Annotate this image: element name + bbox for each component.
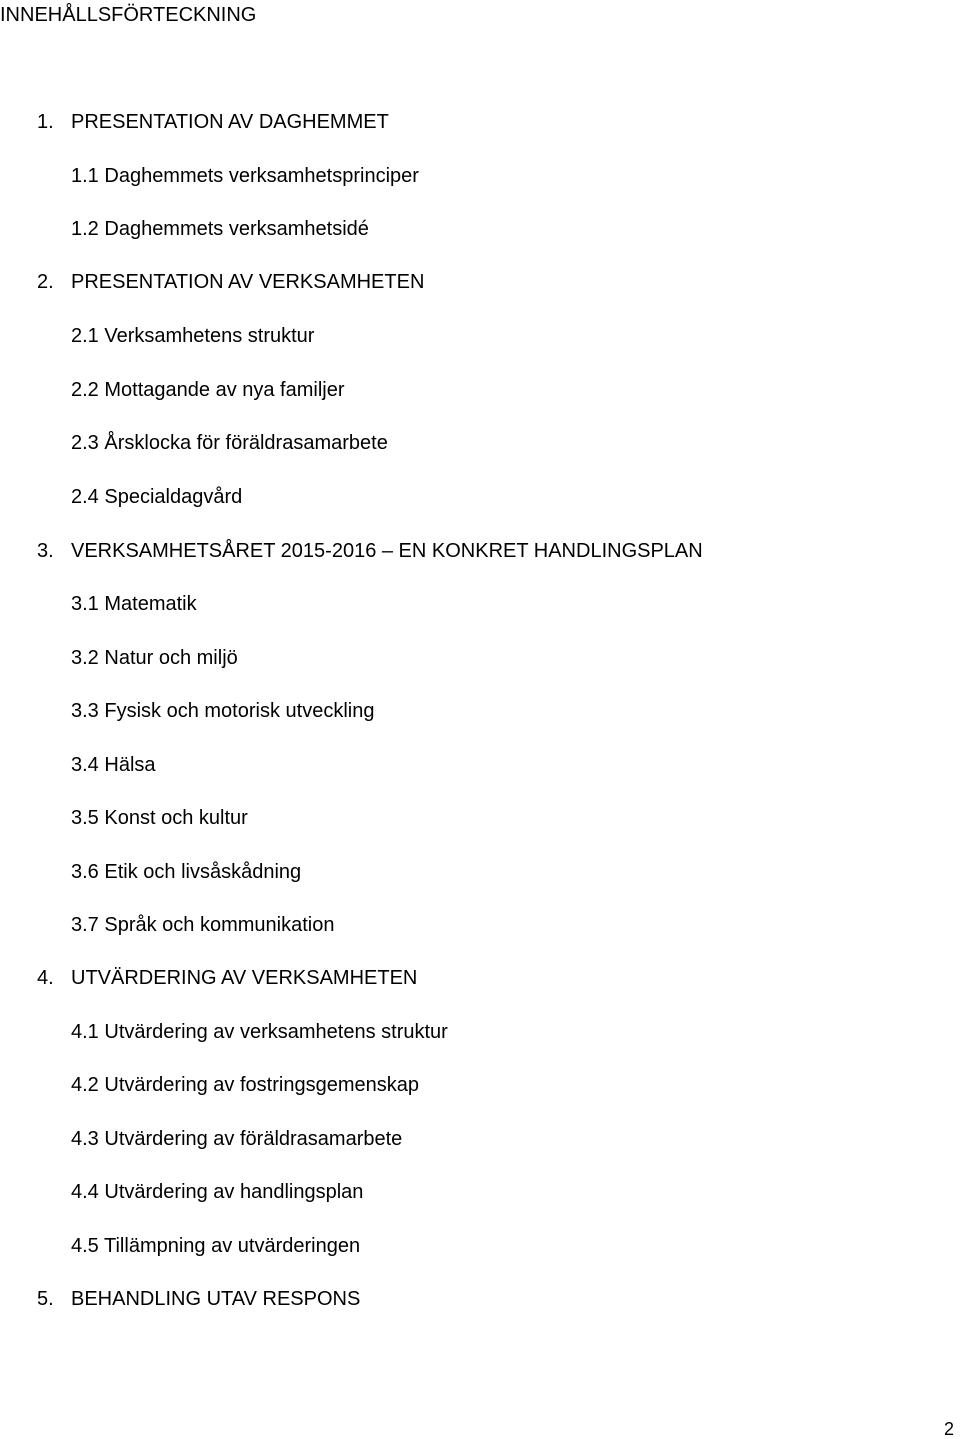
toc-item-number: 3.2 [71, 647, 99, 669]
toc-item-number: 3.7 [71, 914, 99, 936]
toc-item-label: Verksamhetens struktur [104, 325, 315, 347]
toc-item[interactable] [71, 646, 238, 670]
toc-item-label: Natur och miljö [104, 647, 238, 669]
toc-item-number: 3.5 [71, 807, 99, 829]
toc-item-number: 2.3 [71, 432, 99, 454]
toc-item-number: 2.4 [71, 486, 99, 508]
toc-item-number: 4.4 [71, 1181, 99, 1203]
toc-item-number: 2.2 [71, 379, 99, 401]
toc-item-label: PRESENTATION AV DAGHEMMET [71, 111, 389, 133]
toc-item-number: 3.4 [71, 754, 99, 776]
toc-item-number: 3. [37, 540, 54, 562]
toc-item-label: BEHANDLING UTAV RESPONS [71, 1288, 361, 1310]
toc-item-number: 4. [37, 967, 54, 989]
toc-item-label: Daghemmets verksamhetsidé [104, 218, 369, 240]
toc-item[interactable] [37, 966, 417, 990]
toc-item-label: Tillämpning av utvärderingen [104, 1235, 361, 1257]
page-number: 2 [943, 1419, 954, 1439]
toc-item[interactable] [71, 378, 345, 402]
toc-item-label: Etik och livsåskådning [104, 861, 302, 883]
toc-item-number: 2.1 [71, 325, 99, 347]
toc-item-number: 1.1 [71, 165, 99, 187]
toc-item-label: PRESENTATION AV VERKSAMHETEN [71, 271, 425, 293]
toc-item[interactable] [71, 1073, 419, 1097]
toc-item-number: 4.2 [71, 1074, 99, 1096]
toc-item-label: Utvärdering av verksamhetens struktur [104, 1021, 448, 1043]
toc-item-number: 3.3 [71, 700, 99, 722]
toc-item-number: 4.5 [71, 1235, 99, 1257]
toc-item[interactable] [71, 217, 369, 241]
toc-item-number: 3.1 [71, 593, 99, 615]
toc-item[interactable] [71, 806, 248, 830]
toc-item[interactable] [71, 592, 197, 616]
toc-item-label: VERKSAMHETSÅRET 2015-2016 – EN KONKRET HANDLINGSPLAN [71, 540, 703, 562]
toc-item[interactable] [37, 270, 424, 294]
toc-item[interactable] [71, 485, 242, 509]
toc-item-number: 3.6 [71, 861, 99, 883]
toc-item-label: Konst och kultur [104, 807, 248, 829]
toc-item[interactable] [71, 913, 334, 937]
toc-item[interactable] [71, 1234, 360, 1258]
toc-item[interactable] [71, 431, 388, 455]
toc-item-label: Mottagande av nya familjer [104, 379, 345, 401]
toc-item-number: 2. [37, 271, 54, 293]
toc-item-label: Årsklocka för föräldrasamarbete [104, 432, 388, 454]
toc-item[interactable] [71, 1020, 448, 1044]
toc-item[interactable] [71, 753, 156, 777]
toc-item-label: Utvärdering av föräldrasamarbete [104, 1128, 403, 1150]
toc-item-label: Hälsa [104, 754, 156, 776]
toc-item-label: Utvärdering av handlingsplan [104, 1181, 364, 1203]
toc-item-number: 5. [37, 1288, 54, 1310]
toc-item[interactable] [37, 539, 703, 563]
toc-item-label: UTVÄRDERING AV VERKSAMHETEN [71, 967, 418, 989]
toc-item-number: 4.3 [71, 1128, 99, 1150]
toc-item[interactable] [37, 110, 389, 134]
toc-item[interactable] [71, 1127, 402, 1151]
toc-item-label: Matematik [104, 593, 197, 615]
toc-item-number: 4.1 [71, 1021, 99, 1043]
toc-item-label: Språk och kommunikation [104, 914, 335, 936]
toc-item-number: 1. [37, 111, 54, 133]
toc-item-label: Utvärdering av fostringsgemenskap [104, 1074, 419, 1096]
page-title: INNEHÅLLSFÖRTECKNING [0, 4, 257, 26]
toc-item[interactable] [71, 699, 374, 723]
toc-item[interactable] [71, 164, 419, 188]
toc-item-number: 1.2 [71, 218, 99, 240]
toc-item[interactable] [71, 860, 301, 884]
toc-item[interactable] [71, 1180, 363, 1204]
toc-item-label: Daghemmets verksamhetsprinciper [104, 165, 419, 187]
toc-item[interactable] [71, 324, 314, 348]
toc-item-label: Fysisk och motorisk utveckling [104, 700, 375, 722]
toc-item[interactable] [37, 1287, 360, 1311]
toc-item-label: Specialdagvård [104, 486, 243, 508]
